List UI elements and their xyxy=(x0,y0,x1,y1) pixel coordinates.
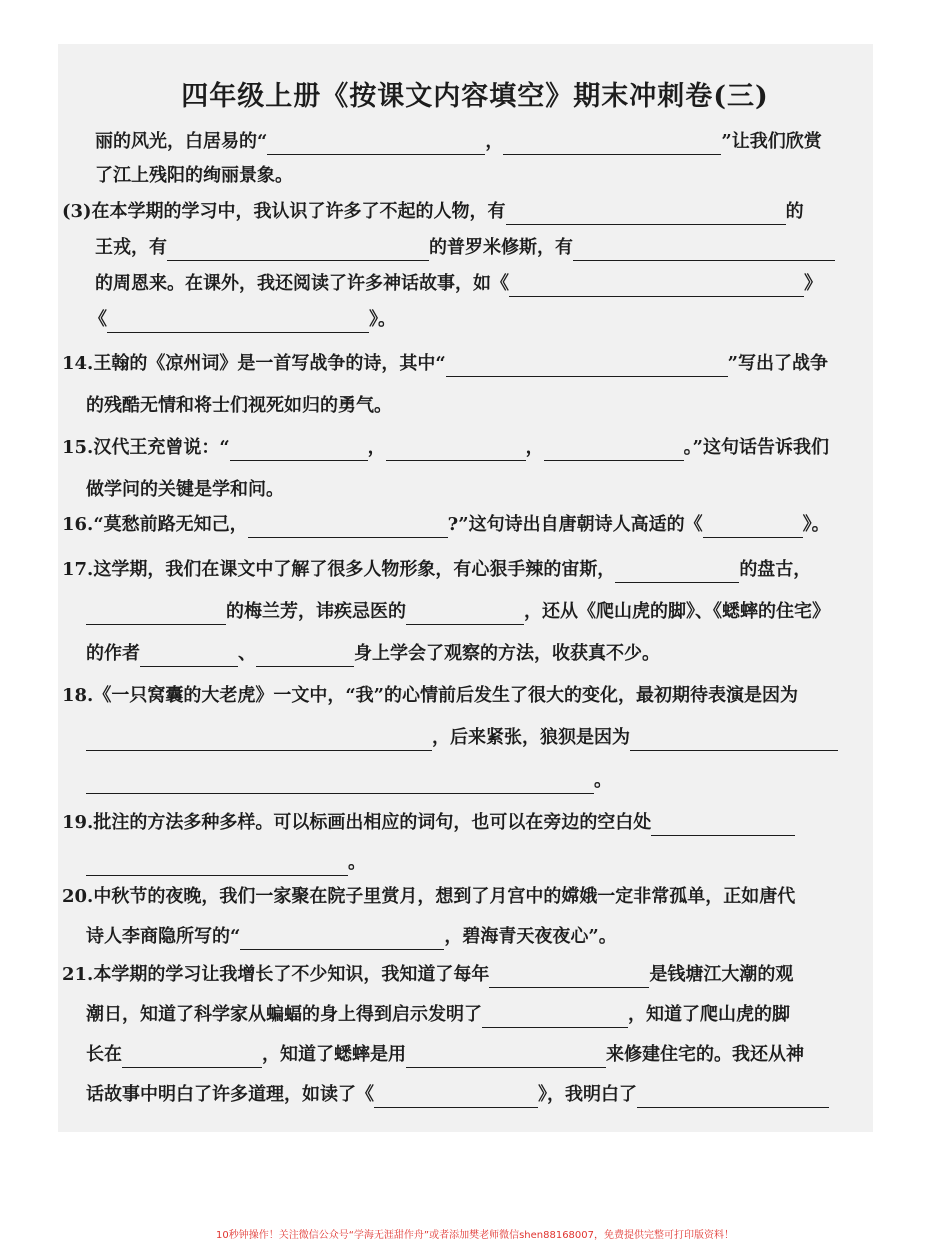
q13-line-1 xyxy=(95,129,822,155)
answer-blank[interactable] xyxy=(506,204,786,225)
q13-text: ， xyxy=(485,131,504,152)
q19-text: 。 xyxy=(348,852,366,873)
answer-blank[interactable] xyxy=(374,1087,538,1108)
q13-text: 王戎，有 xyxy=(95,237,167,258)
q15-line-1 xyxy=(62,435,829,461)
answer-blank[interactable] xyxy=(651,815,795,836)
q17-text: 17.这学期，我们在课文中了解了很多人物形象，有心狠手辣的宙斯， xyxy=(62,559,616,580)
answer-blank[interactable] xyxy=(544,440,684,461)
q13-line-2: 了江上残阳的绚丽景象。 xyxy=(95,165,293,186)
q21-text: 话故事中明白了许多道理，如读了《 xyxy=(86,1084,374,1105)
q13-sub3-line-3 xyxy=(95,271,822,297)
answer-blank[interactable] xyxy=(267,134,485,155)
q18-line-1: 18.《一只窝囊的大老虎》一文中，“我”的心情前后发生了很大的变化，最初期待表演是因为 xyxy=(62,685,799,706)
q17-line-3 xyxy=(86,641,660,667)
q21-line-1 xyxy=(62,962,793,988)
answer-blank[interactable] xyxy=(637,1087,829,1108)
answer-blank[interactable] xyxy=(406,604,524,625)
answer-blank[interactable] xyxy=(573,240,835,261)
q18-text: 。 xyxy=(594,770,612,791)
q19-line-2 xyxy=(86,850,366,876)
answer-blank[interactable] xyxy=(482,1007,628,1028)
q20-line-2 xyxy=(86,924,617,950)
q21-text: 潮日，知道了科学家从蝙蝠的身上得到启示发明了 xyxy=(86,1004,482,1025)
q13-text: 》。 xyxy=(369,309,396,330)
q13-sub3-line-4 xyxy=(89,307,396,333)
answer-blank[interactable] xyxy=(86,773,594,794)
q16-text: 16.“莫愁前路无知己， xyxy=(62,514,248,535)
q13-text: ”让我们欣赏 xyxy=(721,131,822,152)
q13-text: 的 xyxy=(785,201,804,222)
q18-line-2 xyxy=(86,725,838,751)
q13-text: 《 xyxy=(89,309,107,330)
q17-text: 、 xyxy=(238,643,256,664)
q19-line-1 xyxy=(62,810,795,836)
q13-text: (3)在本学期的学习中，我认识了许多了不起的人物，有 xyxy=(62,201,506,222)
q17-line-1 xyxy=(62,557,811,583)
q21-text: 是钱塘江大潮的观 xyxy=(649,964,794,985)
answer-blank[interactable] xyxy=(107,312,369,333)
q17-text: 的梅兰芳，讳疾忌医的 xyxy=(226,601,406,622)
answer-blank[interactable] xyxy=(240,929,444,950)
q13-text: 》 xyxy=(804,273,822,294)
q17-text: 身上学会了观察的方法，收获真不少。 xyxy=(354,643,660,664)
answer-blank[interactable] xyxy=(489,967,649,988)
q13-sub3-line-2 xyxy=(95,235,835,261)
q21-text: ，知道了蟋蟀是用 xyxy=(262,1044,406,1065)
q21-line-4 xyxy=(86,1082,829,1108)
answer-blank[interactable] xyxy=(509,276,804,297)
answer-blank[interactable] xyxy=(386,440,526,461)
answer-blank[interactable] xyxy=(703,517,803,538)
q20-line-1: 20.中秋节的夜晚，我们一家聚在院子里赏月，想到了月宫中的嫦娥一定非常孤单，正如唐代 xyxy=(62,886,796,907)
promo-footer: 10秒钟操作！关注微信公众号“学海无涯甜作舟”或者添加樊老师微信shen88168007，免费提供完整可打印版资料！ xyxy=(215,1230,735,1241)
answer-blank[interactable] xyxy=(503,134,721,155)
q15-text: 。”这句话告诉我们 xyxy=(683,437,830,458)
answer-blank[interactable] xyxy=(256,646,354,667)
q21-text: 长在 xyxy=(86,1044,122,1065)
answer-blank[interactable] xyxy=(446,356,728,377)
q13-text: 的普罗米修斯，有 xyxy=(429,237,573,258)
q21-text: 21.本学期的学习让我增长了不少知识，我知道了每年 xyxy=(62,964,490,985)
q13-text: 丽的风光，白居易的“ xyxy=(95,131,268,152)
q15-text: ， xyxy=(525,437,544,458)
q21-text: 来修建住宅的。我还从神 xyxy=(606,1044,804,1065)
q13-sub3-line-1 xyxy=(62,199,804,225)
q20-text: 诗人李商隐所写的“ xyxy=(86,926,241,947)
q21-line-2 xyxy=(86,1002,790,1028)
q21-text: ，知道了爬山虎的脚 xyxy=(628,1004,790,1025)
q20-text: ，碧海青天夜夜心”。 xyxy=(444,926,617,947)
answer-blank[interactable] xyxy=(86,730,432,751)
answer-blank[interactable] xyxy=(86,604,226,625)
q14-text: ”写出了战争 xyxy=(727,353,829,374)
q16-line xyxy=(62,512,830,538)
q14-line-2: 的残酷无情和将士们视死如归的勇气。 xyxy=(86,395,392,416)
q17-text: 的作者 xyxy=(86,643,140,664)
q13-text: 的周恩来。在课外，我还阅读了许多神话故事，如《 xyxy=(95,273,509,294)
answer-blank[interactable] xyxy=(248,517,448,538)
q16-text: 》。 xyxy=(802,514,830,535)
answer-blank[interactable] xyxy=(140,646,238,667)
q21-line-3 xyxy=(86,1042,804,1068)
q21-text: 》，我明白了 xyxy=(538,1084,637,1105)
q18-text: ，后来紧张，狼狈是因为 xyxy=(432,727,630,748)
answer-blank[interactable] xyxy=(122,1047,262,1068)
answer-blank[interactable] xyxy=(406,1047,606,1068)
answer-blank[interactable] xyxy=(167,240,429,261)
q17-text: ，还从《爬山虎的脚》、《蟋蟀的住宅》 xyxy=(524,601,830,622)
q18-line-3 xyxy=(86,768,612,794)
q16-text: ?”这句诗出自唐朝诗人高适的《 xyxy=(447,514,703,535)
answer-blank[interactable] xyxy=(86,855,348,876)
q15-line-2: 做学问的关键是学和问。 xyxy=(86,479,284,500)
q19-text: 19.批注的方法多种多样。可以标画出相应的词句，也可以在旁边的空白处 xyxy=(62,812,652,833)
page-title: 四年级上册《按课文内容填空》期末冲刺卷(三) xyxy=(181,81,769,112)
q17-text: 的盘古， xyxy=(739,559,812,580)
q17-line-2 xyxy=(86,599,830,625)
answer-blank[interactable] xyxy=(630,730,838,751)
q15-text: 15.汉代王充曾说：“ xyxy=(62,437,230,458)
q14-line-1 xyxy=(62,351,828,377)
answer-blank[interactable] xyxy=(230,440,368,461)
answer-blank[interactable] xyxy=(615,562,739,583)
q15-text: ， xyxy=(367,437,386,458)
q14-text: 14.王翰的《凉州词》是一首写战争的诗，其中“ xyxy=(62,353,446,374)
